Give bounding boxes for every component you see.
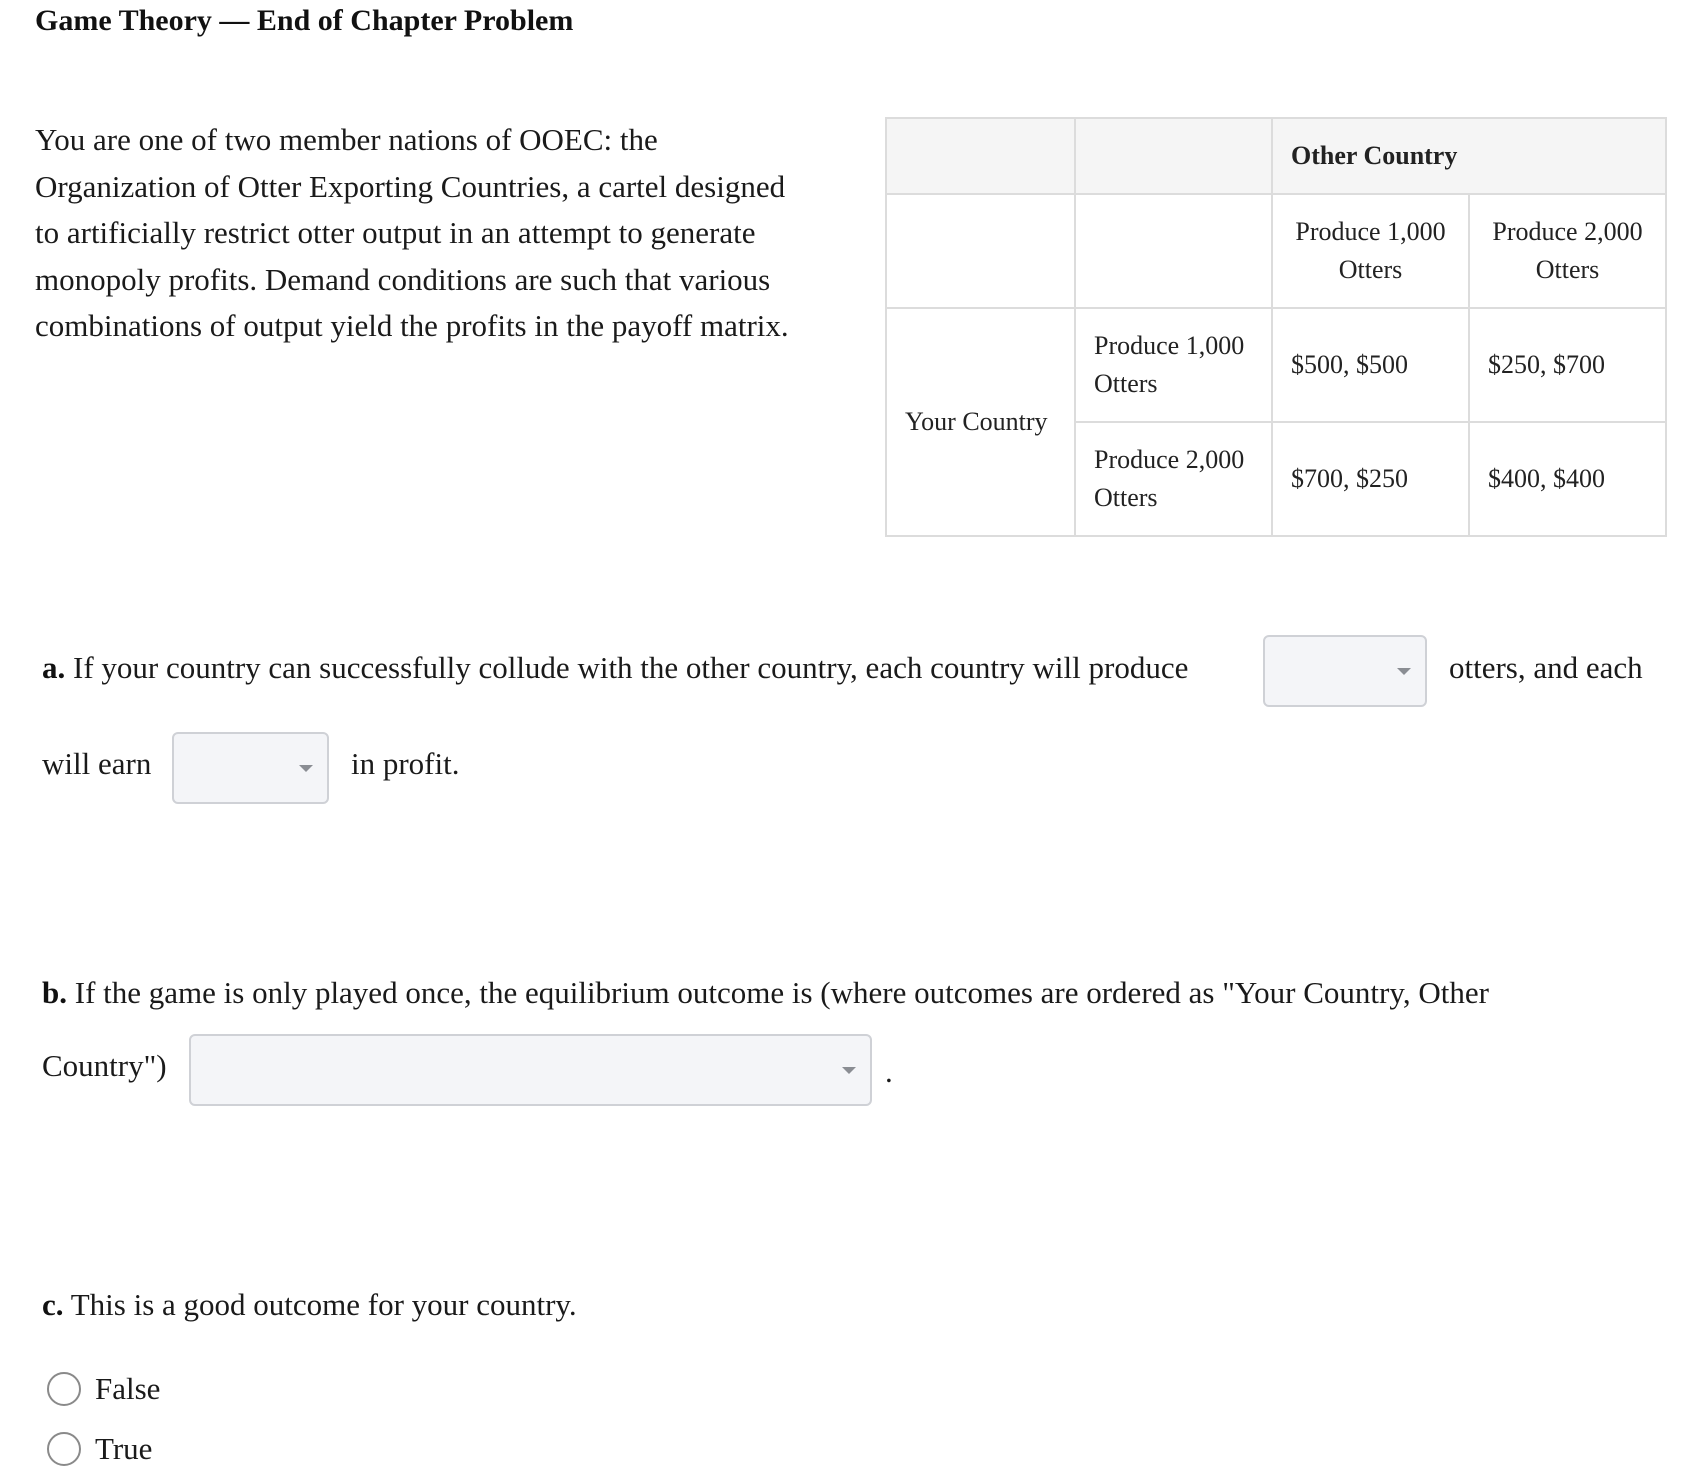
- row-header-produce-1000: [1075, 308, 1272, 422]
- radio-label: False: [95, 1371, 161, 1406]
- col-header-line: Otters: [1535, 255, 1600, 284]
- intro-line: You are one of two member nations of OOEC: the: [35, 122, 658, 157]
- intro-line: Organization of Otter Exporting Countries, a cartel designed: [35, 168, 786, 204]
- chevron-down-icon: [299, 765, 313, 772]
- matrix-row-produce-1000: [886, 308, 1666, 422]
- col-header-line: Produce 2,000: [1492, 217, 1643, 246]
- matrix-empty-cell: [1075, 194, 1272, 308]
- row-header-line: Otters: [1094, 483, 1158, 512]
- payoff-cell: $250, $700: [1469, 308, 1666, 422]
- col-header-produce-2000: [1469, 194, 1666, 308]
- payoff-cell: $500, $500: [1272, 308, 1469, 422]
- question-c-line: [42, 1285, 577, 1325]
- question-b-line2: Country"): [42, 1048, 167, 1083]
- question-a-line1: [42, 648, 1188, 688]
- question-b-period: .: [885, 1054, 893, 1089]
- radio-button[interactable]: [47, 1372, 81, 1406]
- col-header-line: Produce 1,000: [1295, 217, 1446, 246]
- page-title: Game Theory — End of Chapter Problem: [35, 4, 574, 37]
- your-country-header: Your Country: [886, 308, 1075, 536]
- question-b-text: If the game is only played once, the equilibrium outcome is (where outcomes are ordered as "Your Country, Other: [74, 975, 1489, 1010]
- radio-label: True: [95, 1431, 153, 1466]
- profit-dropdown[interactable]: [172, 732, 329, 804]
- matrix-header-row: [886, 118, 1666, 194]
- row-header-produce-2000: [1075, 422, 1272, 536]
- matrix-strategy-row: [886, 194, 1666, 308]
- matrix-empty-cell: [886, 194, 1075, 308]
- question-a-continuation: otters, and each: [1449, 650, 1643, 685]
- matrix-empty-cell: [886, 118, 1075, 194]
- row-header-line: Produce 2,000: [1094, 445, 1245, 474]
- other-country-header: Other Country: [1272, 118, 1666, 194]
- question-b-line1: [42, 973, 1489, 1013]
- question-a-in-profit: in profit.: [351, 746, 460, 781]
- problem-intro: [35, 117, 835, 350]
- intro-line: monopoly profits. Demand conditions are such that various: [35, 261, 771, 297]
- row-header-line: Otters: [1094, 369, 1158, 398]
- radio-option-true[interactable]: [47, 1429, 152, 1469]
- row-header-line: Produce 1,000: [1094, 331, 1245, 360]
- col-header-line: Otters: [1338, 255, 1403, 284]
- radio-button[interactable]: [47, 1432, 81, 1466]
- payoff-cell: $400, $400: [1469, 422, 1666, 536]
- question-a-will-earn: will earn: [42, 746, 152, 781]
- matrix-empty-cell: [1075, 118, 1272, 194]
- question-c-text: This is a good outcome for your country.: [70, 1287, 577, 1322]
- col-header-produce-1000: [1272, 194, 1469, 308]
- radio-option-false[interactable]: [47, 1369, 160, 1409]
- equilibrium-outcome-dropdown[interactable]: [189, 1034, 872, 1106]
- payoff-matrix: [885, 117, 1667, 537]
- question-c-label: c.: [42, 1287, 64, 1322]
- output-dropdown[interactable]: [1263, 635, 1427, 707]
- question-b-label: b.: [42, 975, 67, 1010]
- chevron-down-icon: [1397, 668, 1411, 675]
- question-a-text: If your country can successfully collude with the other country, each country will produce: [73, 650, 1189, 685]
- intro-line: to artificially restrict otter output in an attempt to generate: [35, 215, 756, 250]
- question-a-label: a.: [42, 650, 66, 685]
- intro-line: combinations of output yield the profits in the payoff matrix.: [35, 308, 789, 343]
- payoff-cell: $700, $250: [1272, 422, 1469, 536]
- chevron-down-icon: [842, 1067, 856, 1074]
